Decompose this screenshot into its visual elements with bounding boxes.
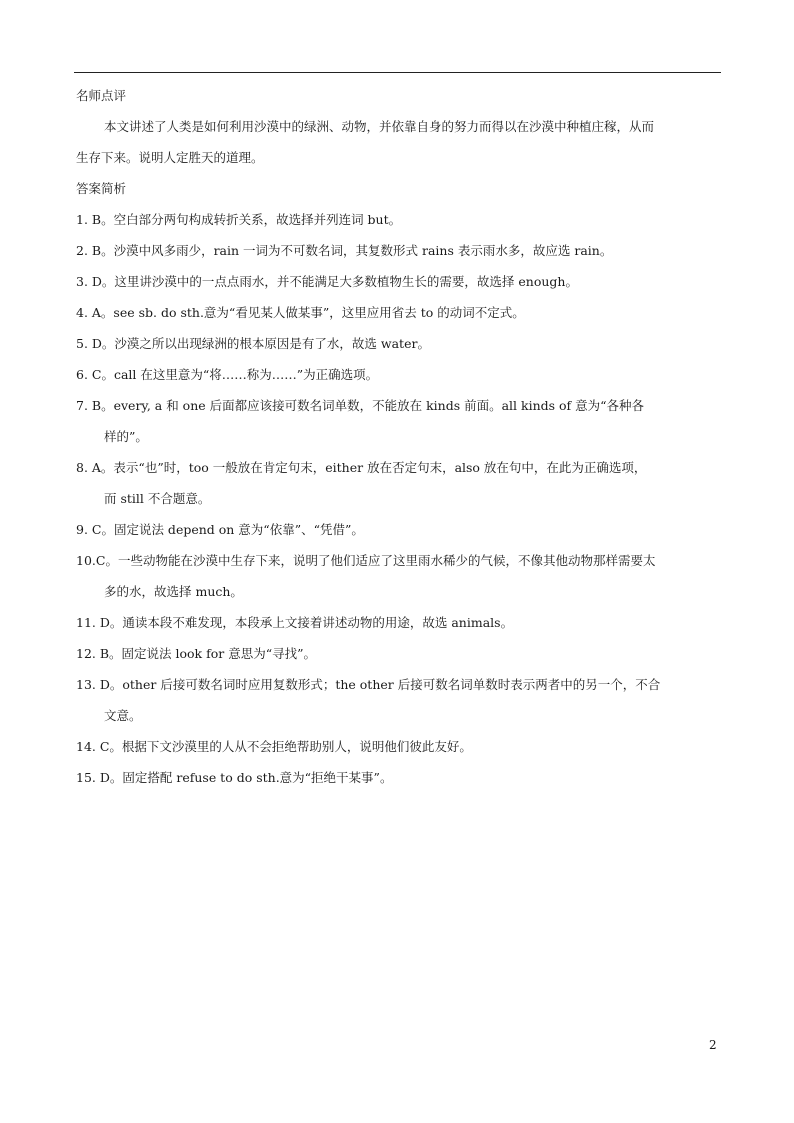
answer-item-3 bbox=[76, 266, 722, 297]
answer-item-6 bbox=[76, 359, 722, 390]
answer-line: 6. C。call 在这里意为“将……称为……”为正确选项。 bbox=[76, 367, 379, 382]
answers-heading: 答案简析 bbox=[76, 181, 127, 196]
answer-line: 5. D。沙漠之所以出现绿洲的根本原因是有了水，故选 water。 bbox=[76, 336, 430, 351]
review-heading: 名师点评 bbox=[76, 88, 127, 103]
answer-line: 9. C。固定说法 depend on 意为“依靠”、“凭借”。 bbox=[76, 522, 364, 537]
answer-line: 7. B。every, a 和 one 后面都应该接可数名词单数，不能放在 kinds 前面。all kinds of 意为“各种各 bbox=[76, 398, 645, 413]
answer-item-14 bbox=[76, 731, 722, 762]
answer-item-1 bbox=[76, 204, 722, 235]
page-content bbox=[76, 80, 722, 793]
answer-item-11 bbox=[76, 607, 722, 638]
answer-item-4 bbox=[76, 297, 722, 328]
answer-item-7 bbox=[76, 390, 722, 452]
answer-line: 3. D。这里讲沙漠中的一点点雨水，并不能满足大多数植物生长的需要，故选择 enough。 bbox=[76, 274, 578, 289]
page-number: 2 bbox=[709, 1038, 717, 1052]
answer-continuation-line: 样的”。 bbox=[104, 429, 148, 444]
review-text-line-2: 生存下来。说明人定胜天的道理。 bbox=[76, 150, 264, 165]
answer-line: 11. D。通读本段不难发现，本段承上文接着讲述动物的用途，故选 animals。 bbox=[76, 615, 514, 630]
answer-line: 12. B。固定说法 look for 意思为“寻找”。 bbox=[76, 646, 316, 661]
answer-continuation-line: 而 still 不合题意。 bbox=[104, 491, 211, 506]
answer-line: 8. A。表示“也”时，too 一般放在肯定句末，either 放在否定句末，also 放在句中，在此为正确选项， bbox=[76, 460, 647, 475]
answer-item-12 bbox=[76, 638, 722, 669]
answer-item-10 bbox=[76, 545, 722, 607]
answer-continuation-line: 多的水，故选择 much。 bbox=[104, 584, 243, 599]
answer-item-5 bbox=[76, 328, 722, 359]
review-text-line-1: 本文讲述了人类是如何利用沙漠中的绿洲、动物，并依靠自身的努力而得以在沙漠中种植庄稼，从而 bbox=[104, 119, 655, 134]
answer-line: 13. D。other 后接可数名词时应用复数形式；the other 后接可数名词单数时表示两者中的另一个，不合 bbox=[76, 677, 661, 692]
answer-item-13 bbox=[76, 669, 722, 731]
answer-item-2 bbox=[76, 235, 722, 266]
answer-item-9 bbox=[76, 514, 722, 545]
answer-continuation-line: 文意。 bbox=[104, 708, 142, 723]
answer-line: 15. D。固定搭配 refuse to do sth.意为“拒绝干某事”。 bbox=[76, 770, 393, 785]
answer-item-8 bbox=[76, 452, 722, 514]
answer-line: 4. A。see sb. do sth.意为“看见某人做某事”，这里应用省去 to 的动词不定式。 bbox=[76, 305, 525, 320]
answer-line: 14. C。根据下文沙漠里的人从不会拒绝帮助别人，说明他们彼此友好。 bbox=[76, 739, 472, 754]
header-rule bbox=[74, 72, 721, 73]
answer-line: 1. B。空白部分两句构成转折关系，故选择并列连词 but。 bbox=[76, 212, 402, 227]
answer-line: 10.C。一些动物能在沙漠中生存下来，说明了他们适应了这里雨水稀少的气候，不像其他动物那样需要太 bbox=[76, 553, 656, 568]
answer-line: 2. B。沙漠中风多雨少，rain 一词为不可数名词，其复数形式 rains 表示雨水多，故应选 rain。 bbox=[76, 243, 613, 258]
answer-item-15 bbox=[76, 762, 722, 793]
